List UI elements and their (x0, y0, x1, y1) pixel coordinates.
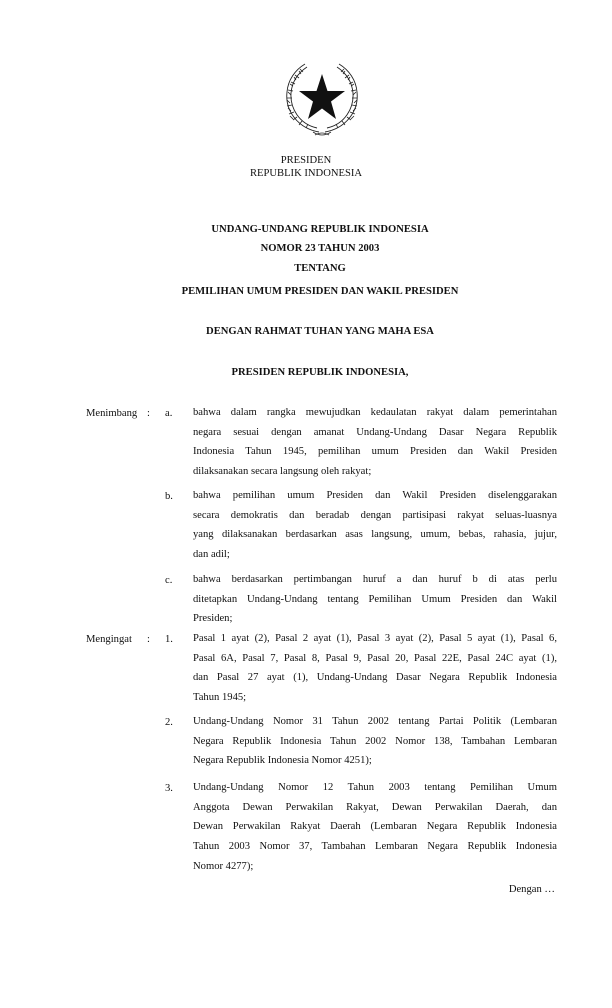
mengingat-marker-1: 1. (165, 634, 173, 645)
text-line: bahwa dalam rangka mewujudkan kedaulatan rakyat dalam pemerintahan (193, 407, 557, 418)
letterhead-presiden: PRESIDEN (280, 155, 332, 166)
letterhead-republik-indonesia: REPUBLIK INDONESIA (249, 168, 363, 179)
text-line: bahwa berdasarkan pertimbangan huruf a dan huruf b di atas perlu (193, 574, 557, 585)
text-line: yang dilaksanakan berdasarkan asas langsung, umum, bebas, rahasia, jujur, (193, 529, 557, 541)
mengingat-marker-2: 2. (165, 717, 173, 728)
text-line: dan Pasal 27 ayat (1), Undang-Undang Dasar Negara Republik Indonesia (193, 672, 557, 684)
mengingat-label: Mengingat (86, 634, 132, 645)
presidential-emblem-icon (279, 58, 365, 138)
menimbang-colon: : (147, 408, 150, 419)
text-line: Undang-Undang Nomor 12 Tahun 2003 tentang Pemilihan Umum (193, 782, 557, 793)
text-line: Pasal 1 ayat (2), Pasal 2 ayat (1), Pasal 3 ayat (2), Pasal 5 ayat (1), Pasal 6, (193, 633, 557, 644)
text-line: Negara Republik Indonesia Tahun 2002 Nomor 138, Tambahan Lembaran (193, 735, 557, 747)
menimbang-item-c (193, 570, 557, 629)
text-line: dan adil; (193, 549, 230, 561)
mengingat-colon: : (147, 634, 150, 645)
tentang-heading: TENTANG (294, 263, 346, 274)
menimbang-marker-a: a. (165, 408, 173, 419)
text-line: ditetapkan Undang-Undang tentang Pemilihan Umum Presiden dan Wakil (193, 593, 557, 605)
text-line: Indonesia Tahun 1945, pemilihan umum Presiden dan Wakil Presiden (193, 446, 557, 458)
invocation-heading: DENGAN RAHMAT TUHAN YANG MAHA ESA (206, 326, 434, 337)
menimbang-marker-b: b. (165, 491, 173, 502)
text-line: Tahun 1945; (193, 692, 247, 704)
text-line: Pasal 6A, Pasal 7, Pasal 8, Pasal 9, Pasal 20, Pasal 22E, Pasal 24C ayat (1), (193, 652, 557, 664)
law-subject-heading: PEMILIHAN UMUM PRESIDEN DAN WAKIL PRESIDEN (181, 286, 459, 297)
text-line: Nomor 4277); (193, 860, 254, 872)
authority-heading: PRESIDEN REPUBLIK INDONESIA, (231, 367, 409, 378)
text-line: bahwa pemilihan umum Presiden dan Wakil Presiden diselenggarakan (193, 490, 557, 501)
text-line: negara sesuai dengan amanat Undang-Undang Dasar Negara Republik (193, 426, 557, 438)
continuation-catchword: Dengan … (508, 884, 555, 895)
mengingat-item-1 (193, 629, 557, 708)
law-type-heading: UNDANG-UNDANG REPUBLIK INDONESIA (211, 224, 429, 235)
menimbang-item-b (193, 486, 557, 565)
text-line: secara demokratis dan beradab dengan partisipasi rakyat seluas-luasnya (193, 509, 557, 521)
menimbang-marker-c: c. (165, 575, 173, 586)
text-line: Dewan Perwakilan Rakyat Daerah (Lembaran Negara Republik Indonesia (193, 821, 557, 833)
text-line: Anggota Dewan Perwakilan Rakyat, Dewan Perwakilan Daerah, dan (193, 801, 557, 813)
text-line: Negara Republik Indonesia Nomor 4251); (193, 755, 372, 767)
text-line: Tahun 2003 Nomor 37, Tambahan Lembaran Negara Republik Indonesia (193, 841, 557, 853)
menimbang-item-a (193, 403, 557, 482)
mengingat-marker-3: 3. (165, 783, 173, 794)
menimbang-label: Menimbang (86, 408, 138, 419)
mengingat-item-2 (193, 712, 557, 771)
text-line: dilaksanakan secara langsung oleh rakyat; (193, 466, 372, 478)
mengingat-item-3 (193, 778, 557, 876)
text-line: Undang-Undang Nomor 31 Tahun 2002 tentang Partai Politik (Lembaran (193, 716, 557, 727)
law-number-heading: NOMOR 23 TAHUN 2003 (260, 243, 380, 254)
text-line: Presiden; (193, 613, 233, 625)
